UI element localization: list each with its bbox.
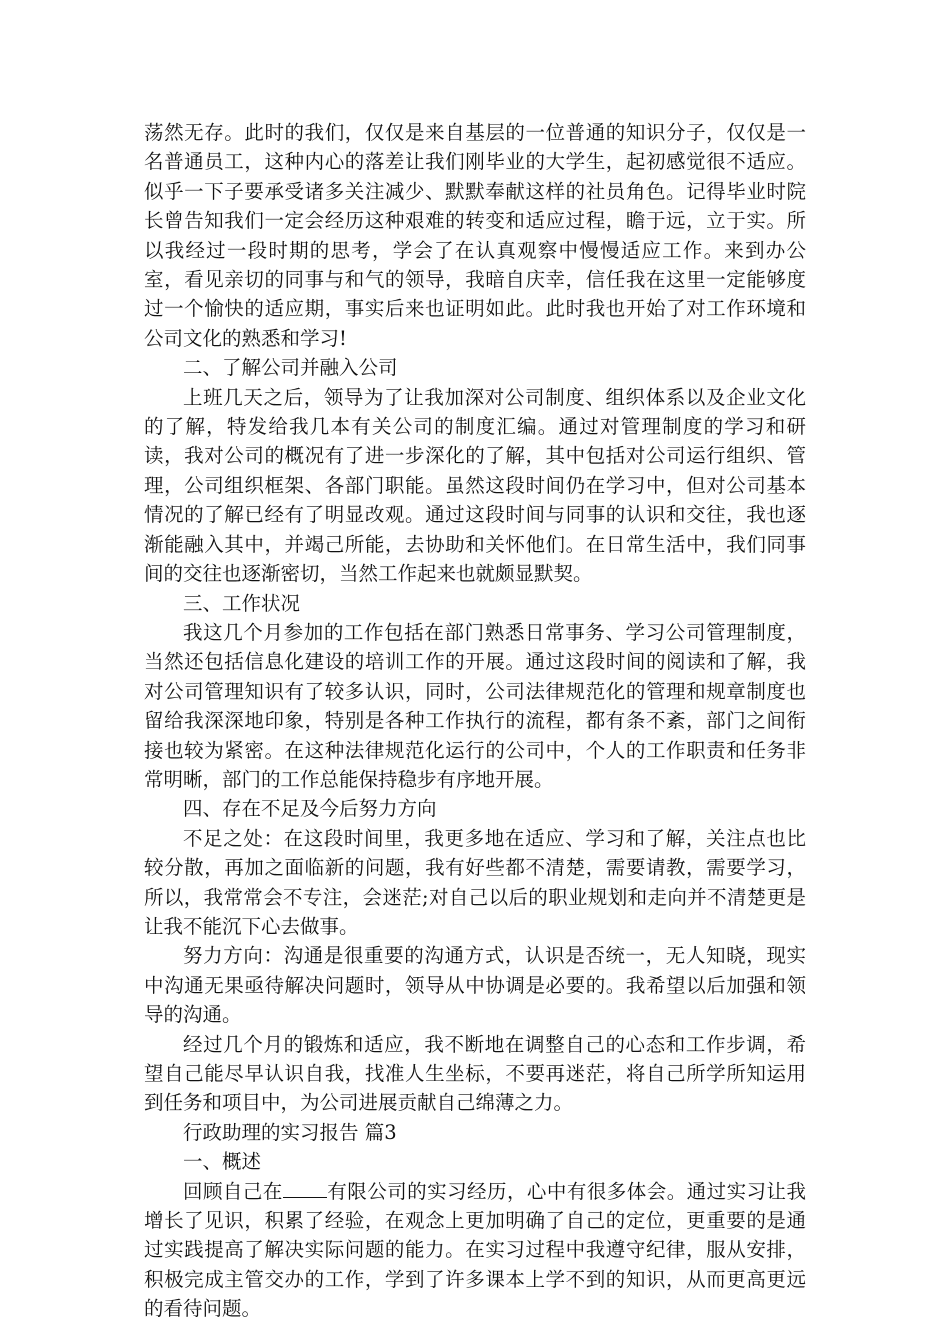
- section-heading-4: 四、存在不足及今后努力方向: [183, 797, 437, 821]
- fill-in-blank: [283, 1177, 327, 1198]
- paragraph-overview: [144, 1177, 806, 1324]
- paragraph-shortcomings: 不足之处：在这段时间里，我更多地在适应、学习和了解，关注点也比较分散，再加之面临新的问题，我有好些都不清楚，需要请教，需要学习，所以，我常常会不专注，会迷茫;对自己以后的职业规划和走向并不清楚更是让我不能沉下心去做事。: [144, 826, 806, 938]
- document-body: [144, 118, 806, 1324]
- report-title-part-3: 行政助理的实习报告 篇3: [183, 1120, 397, 1144]
- section-heading-2: 二、了解公司并融入公司: [183, 356, 398, 380]
- overview-text-rest: 有限公司的实习经历，心中有很多体会。通过实习让我增长了见识，积累了经验，在观念上更加明确了自己的定位，更重要的是通过实践提高了解决实际问题的能力。在实习过程中我遵守纪律，服从安排，积极完成主管交办的工作，学到了许多课本上学不到的知识，从而更高更远的看待问题。: [144, 1179, 806, 1321]
- section-heading-3: 三、工作状况: [183, 591, 301, 615]
- paragraph-conclusion: 经过几个月的锻炼和适应，我不断地在调整自己的心态和工作步调，希望自己能尽早认识自我，找准人生坐标，不要再迷茫，将自己所学所知运用到任务和项目中，为公司进展贡献自己绵薄之力。: [144, 1032, 806, 1115]
- paragraph-continuation: 荡然无存。此时的我们，仅仅是来自基层的一位普通的知识分子，仅仅是一名普通员工，这种内心的落差让我们刚毕业的大学生，起初感觉很不适应。似乎一下子要承受诸多关注减少、默默奉献这样的社员角色。记得毕业时院长曾告知我们一定会经历这种艰难的转变和适应过程，瞻于远，立于实。所以我经过一段时期的思考，学会了在认真观察中慢慢适应工作。来到办公室，看见亲切的同事与和气的领导，我暗自庆幸，信任我在这里一定能够度过一个愉快的适应期，事实后来也证明如此。此时我也开始了对工作环境和公司文化的熟悉和学习!: [144, 121, 806, 350]
- paragraph-work-status: 我这几个月参加的工作包括在部门熟悉日常事务、学习公司管理制度，当然还包括信息化建设的培训工作的开展。通过这段时间的阅读和了解，我对公司管理知识有了较多认识，同时，公司法律规范化的管理和规章制度也留给我深深地印象，特别是各种工作执行的流程，都有条不紊，部门之间衔接也较为紧密。在这种法律规范化运行的公司中，个人的工作职责和任务非常明晰，部门的工作总能保持稳步有序地开展。: [144, 620, 806, 791]
- paragraph-improvement: 努力方向：沟通是很重要的沟通方式，认识是否统一，无人知晓，现实中沟通无果亟待解决问题时，领导从中协调是必要的。我希望以后加强和领导的沟通。: [144, 944, 806, 1027]
- paragraph-company-integration: 上班几天之后，领导为了让我加深对公司制度、组织体系以及企业文化的了解，特发给我几本有关公司的制度汇编。通过对管理制度的学习和研读，我对公司的概况有了进一步深化的了解，其中包括对公司运行组织、管理，公司组织框架、各部门职能。虽然这段时间仍在学习中，但对公司基本情况的了解已经有了明显改观。通过这段时间与同事的认识和交往，我也逐渐能融入其中，并竭己所能，去协助和关怀他们。在日常生活中，我们同事间的交往也逐渐密切，当然工作起来也就颇显默契。: [144, 385, 806, 586]
- overview-text-start: 回顾自己在: [183, 1179, 283, 1203]
- section-heading-overview: 一、概述: [183, 1150, 262, 1174]
